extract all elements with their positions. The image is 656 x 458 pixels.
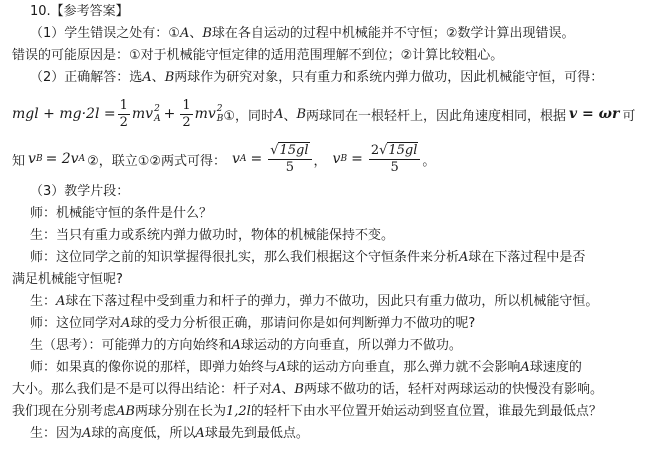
paragraph-teaching-fragment: （3）教学片段：: [30, 184, 130, 199]
fraction-half-a: $\frac{1}{2}$: [119, 97, 128, 130]
dialogue-line-3: 师：这位同学之前的知识掌握得很扎实，那么我们根据这个守恒条件来分析A球在下落过程中是否: [30, 250, 586, 265]
fraction-half-b: $\frac{1}{2}$: [182, 97, 191, 130]
paragraph-correct-answer: （2）正确解答：选A、B两球作为研究对象，只有重力和系统内弹力做功，因此机械能守恒，可得：: [30, 70, 604, 85]
fraction-va: $\frac{√15gl}{5}$: [268, 143, 311, 176]
dialogue-line-1: 师：机械能守恒的条件是什么？: [30, 206, 213, 221]
dialogue-line-4: 生：A球在下落过程中受到重力和杆子的弹力，弹力不做功，因此只有重力做功，所以机械能守恒。: [30, 294, 599, 309]
dialogue-line-6: 生（思考）：可能弹力的方向始终和A球运动的方向垂直，所以弹力不做功。: [30, 338, 462, 353]
dialogue-line-9: 生：因为A球的高度低，所以A球最先到最低点。: [30, 426, 309, 441]
dialogue-line-3-cont: 满足机械能守恒呢?: [12, 272, 123, 287]
paragraph-reasons: 错误的可能原因是：①对于机械能守恒定律的适用范围理解不到位；②计算比较粗心。: [12, 48, 504, 63]
fraction-vb: $\frac{2√15gl}{5}$: [369, 143, 421, 176]
equation-energy-conservation: mgl + mg·2l = $\frac{1}{2}$ mv 2 A + $\frac{1}{2}$ mv 2 B ①，同时 A 、 B 两球同在一根轻杆上，因此角速度相同，根据 v = ωr 可: [12, 97, 636, 130]
dialogue-line-2: 生：当只有重力或系统内弹力做功时，物体的机械能保持不变。: [30, 228, 395, 243]
equation-velocity-solution: 知 v B = 2v A ②，联立①②两式可得： v A = $\frac{√15gl}{5}$ ， v B = $\frac{2√15gl}{5}$ 。: [12, 142, 436, 175]
dialogue-line-7: 师：如果真的像你说的那样，即弹力始终与A球的运动方向垂直，那么弹力就不会影响A球速度的: [30, 360, 582, 375]
paragraph-errors: （1）学生错误之处有：①A、B球在各自运动的过程中机械能并不守恒；②数学计算出现错误。: [30, 26, 575, 41]
dialogue-line-5: 师：这位同学对A球的受力分析很正确，那请问你是如何判断弹力不做功的呢?: [30, 316, 476, 331]
dialogue-line-7-cont: 大小。那么我们是不是可以得出结论：杆子对A、B两球不做功的话，轻杆对两球运动的快慢没有影响。: [12, 382, 603, 397]
dialogue-line-8: 我们现在分别考虑AB两球分别在长为1,2l的轻杆下由水平位置开始运动到竖直位置，谁最先到最低点？: [12, 404, 602, 419]
heading: 10.【参考答案】: [30, 4, 129, 19]
